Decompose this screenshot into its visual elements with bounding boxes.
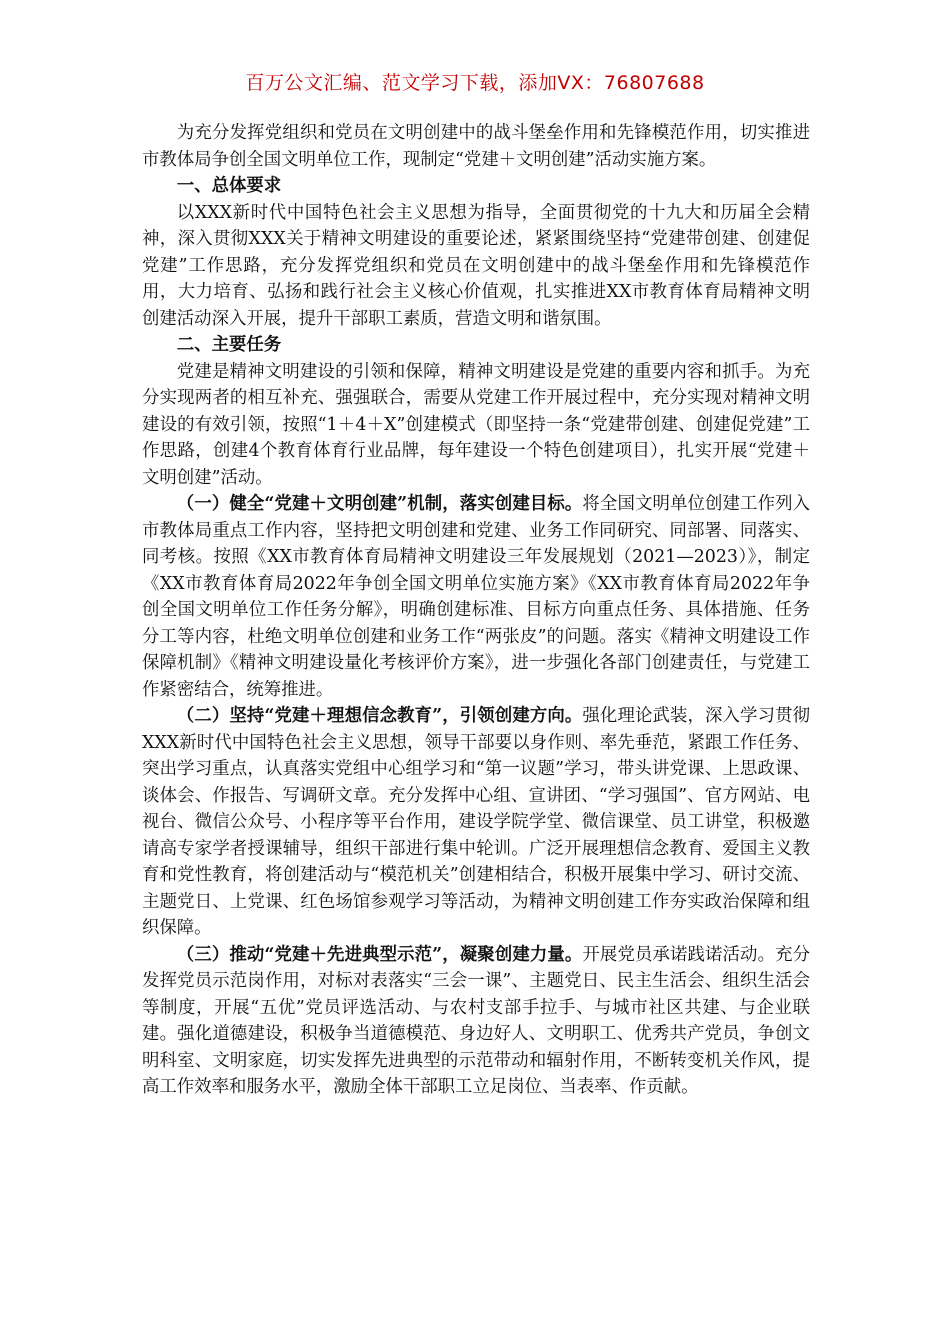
section-2-paragraph: 党建是精神文明建设的引领和保障，精神文明建设是党建的重要内容和抓手。为充分实现两者的相互补充、强强联合，需要从党建工作开展过程中，充分实现对精神文明建设的有效引领，按照“1＋4＋X”创建模式（即坚持一条“党建带创建、创建促党建”工作思路，创建4个教育体育行业品牌，每年建设一个特色创建项目），扎实开展“党建＋文明创建”活动。 [142,361,810,488]
document-body [142,120,810,1101]
task-item-1-lead: （一）健全“党建＋文明创建”机制，落实创建目标。 [176,494,583,514]
watermark-header: 百万公文汇编、范文学习下载，添加VX：76807688 [245,72,705,94]
task-item-1 [142,491,810,703]
section-1-paragraph: 以XXX新时代中国特色社会主义思想为指导，全面贯彻党的十九大和历届全会精神，深入贯彻XXX关于精神文明建设的重要论述，紧紧围绕坚持“党建带创建、创建促党建”工作思路，充分发挥党组织和党员在文明创建中的战斗堡垒作用和先锋模范作用，大力培育、弘扬和践行社会主义核心价值观，扎实推进XX市教育体育局精神文明创建活动深入开展，提升干部职工素质，营造文明和谐氛围。 [142,202,810,329]
section-1-title: 一、总体要求 [176,176,282,196]
task-item-2 [142,703,810,942]
task-item-2-lead: （二）坚持“党建＋理想信念教育”，引领创建方向。 [176,706,583,726]
task-item-3-lead: （三）推动“党建＋先进典型示范”，凝聚创建力量。 [176,944,583,965]
task-item-3 [142,942,810,1101]
intro-paragraph: 为充分发挥党组织和党员在文明创建中的战斗堡垒作用和先锋模范作用，切实推进市教体局争创全国文明单位工作，现制定“党建＋文明创建”活动实施方案。 [142,123,810,170]
task-item-1-body: 将全国文明单位创建工作列入市教体局重点工作内容，坚持把文明创建和党建、业务工作同研究、同部署、同落实、同考核。按照《XX市教育体育局精神文明建设三年发展规划（2021—2023）》，制定《XX市教育体育局2022年争创全国文明单位实施方案》《XX市教育体育局2022年争创全国文明单位工作任务分解》，明确创建标准、目标方向重点任务、具体措施、任务分工等内容，杜绝文明单位创建和业务工作“两张皮”的问题。落实《精神文明建设工作保障机制》《精神文明建设量化考核评价方案》，进一步强化各部门创建责任，与党建工作紧密结合，统筹推进。 [142,494,810,700]
section-2-title: 二、主要任务 [176,335,282,355]
task-item-3-body: 开展党员承诺践诺活动。充分发挥党员示范岗作用，对标对表落实“三会一课”、主题党日、民主生活会、组织生活会等制度，开展“五优”党员评选活动、与农村支部手拉手、与城市社区共建、与企业联建。强化道德建设，积极争当道德模范、身边好人、文明职工、优秀共产党员，争创文明科室、文明家庭，切实发挥先进典型的示范带动和辐射作用，不断转变机关作风，提高工作效率和服务水平，激励全体干部职工立足岗位、当表率、作贡献。 [142,944,810,1097]
task-item-2-body: 强化理论武装，深入学习贯彻XXX新时代中国特色社会主义思想，领导干部要以身作则、率先垂范，紧跟工作任务、突出学习重点，认真落实党组中心组学习和“第一议题”学习，带头讲党课、上思政课、谈体会、作报告、写调研文章。充分发挥中心组、宣讲团、“学习强国”、官方网站、电视台、微信公众号、小程序等平台作用，建设学院学堂、微信课堂、员工讲堂，积极邀请高专家学者授课辅导，组织干部进行集中轮训。广泛开展理想信念教育、爱国主义教育和党性教育，将创建活动与“模范机关”创建相结合，积极开展集中学习、研讨交流、主题党日、上党课、红色场馆参观学习等活动，为精神文明创建工作夯实政治保障和组织保障。 [142,706,810,938]
